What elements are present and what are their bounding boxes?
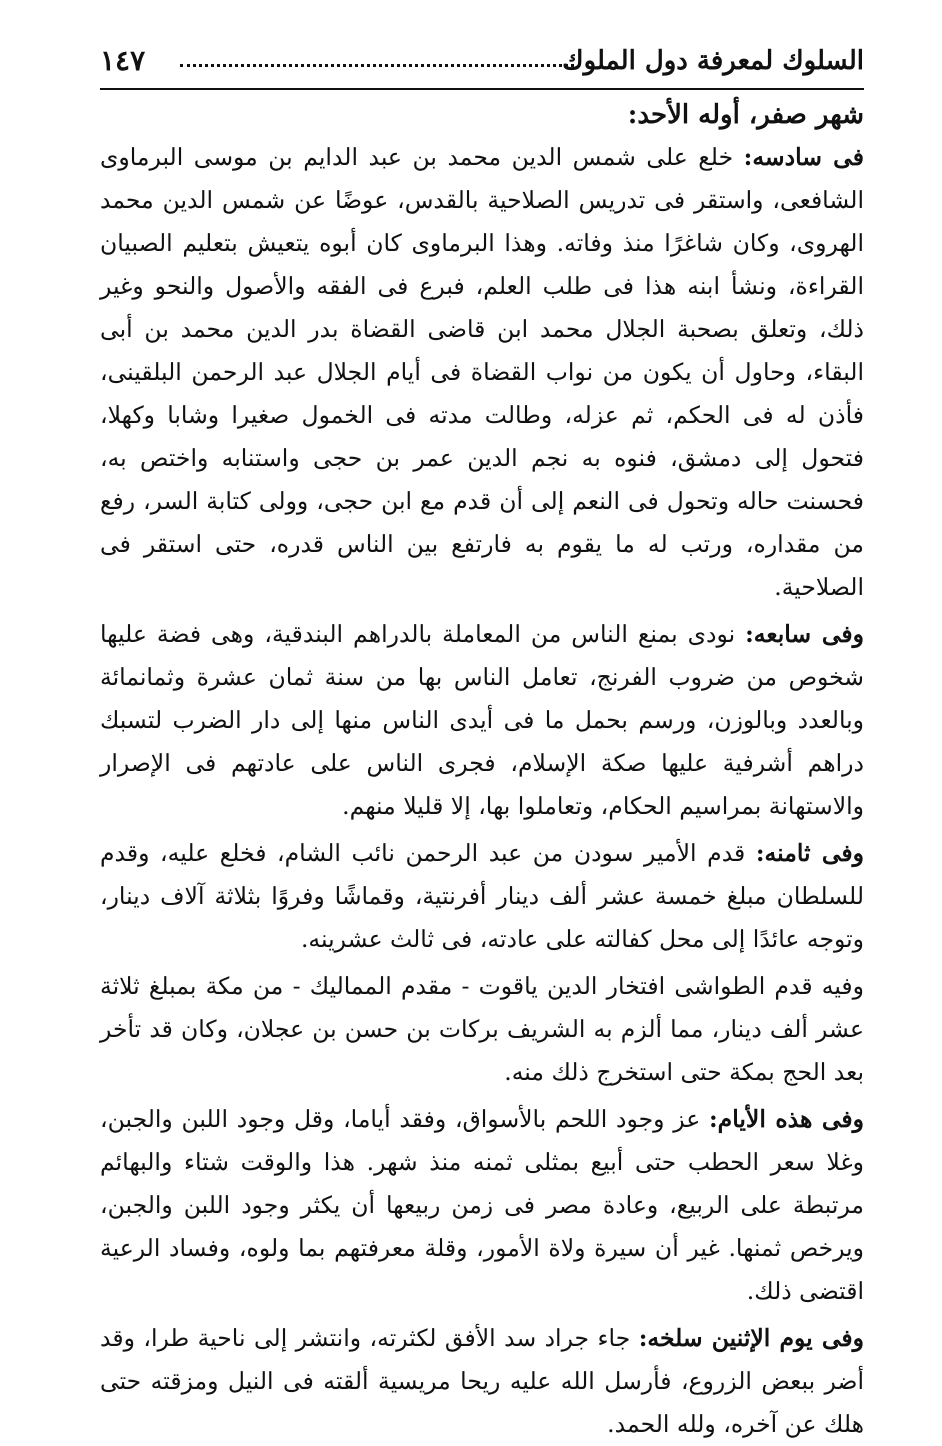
paragraph (100, 613, 864, 828)
paragraph (100, 832, 864, 961)
paragraph (100, 1317, 864, 1446)
paragraph-text: نودى بمنع الناس من المعاملة بالدراهم البندقية، وهى فضة عليها شخوص من ضروب الفرنج، تعامل الناس بها من سنة ثمان عشرة وثمانمائة وبالعدد وبالوزن، ورسم بحمل ما فى أيدى الناس منها إلى دار الضرب لتسبك دراهم أشرفية عليها صكة الإسلام، فجرى الناس على عادتهم فى الإصرار والاستهانة بمراسيم الحكام، وتعاملوا بها، إلا قليلا منهم. (100, 620, 864, 820)
running-title: السلوك لمعرفة دول الملوك (562, 46, 864, 76)
paragraph-text: وفيه قدم الطواشى افتخار الدين ياقوت - مقدم المماليك - من مكة بمبلغ ثلاثة عشر ألف دينار، مما ألزم به الشريف بركات بن حسن بن عجلان، وكان قد تأخر بعد الحج بمكة حتى استخرج ذلك منه. (100, 972, 864, 1086)
month-heading: شهر صفر، أوله الأحد: (627, 100, 864, 130)
page-header (100, 40, 864, 90)
paragraph-text: قدم الأمير سودن من عبد الرحمن نائب الشام، فخلع عليه، وقدم للسلطان مبلغ خمسة عشر ألف دينار أفرنتية، وقماشًا وفروًا بثلاثة آلاف دينار، وتوجه عائدًا إلى محل كفالته على عادته، فى ثالث عشرينه. (100, 839, 864, 953)
paragraph (100, 1098, 864, 1313)
page-number: ١٤٧ (100, 44, 146, 77)
paragraph (100, 136, 864, 609)
paragraph-lead: فى سادسه: (743, 143, 864, 171)
paragraph-text: جاء جراد سد الأفق لكثرته، وانتشر إلى ناحية طرا، وقد أضر ببعض الزروع، فأرسل الله عليه ريحا مريسية ألقته فى النيل ومزقته حتى هلك عن آخره، ولله الحمد. (100, 1324, 864, 1438)
header-leader-dots (180, 64, 574, 67)
paragraph-lead: وفى سابعه: (745, 620, 864, 648)
paragraph-lead: وفى ثامنه: (755, 839, 865, 867)
paragraph-text: عز وجود اللحم بالأسواق، وفقد أياما، وقل وجود اللبن والجبن، وغلا سعر الحطب حتى أبيع بمثلى ثمنه منذ شهر. هذا والوقت شتاء والبهائم مرتبطة على الربيع، وعادة مصر فى زمن ربيعها أن يكثر وجود اللبن والجبن، ويرخص ثمنها. غير أن سيرة ولاة الأمور، وقلة معرفتهم بما ولوه، وفساد الرعية اقتضى ذلك. (100, 1105, 864, 1305)
paragraph (100, 965, 864, 1094)
paragraph-lead: وفى هذه الأيام: (709, 1105, 864, 1133)
paragraph-text: خلع على شمس الدين محمد بن عبد الدايم بن موسى البرماوى الشافعى، واستقر فى تدريس الصلاحية بالقدس، عوضًا عن شمس الدين محمد الهروى، وكان شاغرًا منذ وفاته. وهذا البرماوى كان أبوه يتعيش بتعليم الصبيان القراءة، ونشأ ابنه هذا فى طلب العلم، فبرع فى الفقه والأصول والنحو وغير ذلك، وتعلق بصحبة الجلال محمد ابن قاضى القضاة بدر الدين محمد بن أبى البقاء، وحاول أن يكون من نواب القضاة فى أيام الجلال عبد الرحمن البلقينى، فأذن له فى الحكم، ثم عزله، وطالت مدته فى الخمول صغيرا وشابا وكهلا، فتحول إلى دمشق، فنوه به نجم الدين عمر بن حجى واستنابه واختص به، فحسنت حاله وتحول فى النعم إلى أن قدم مع ابن حجى، وولى كتابة السر، رفع من مقداره، ورتب له ما يقوم به فارتفع بين الناس قدره، حتى استقر فى الصلاحية. (100, 143, 864, 601)
paragraph-lead: وفى يوم الإثنين سلخه: (638, 1324, 865, 1352)
